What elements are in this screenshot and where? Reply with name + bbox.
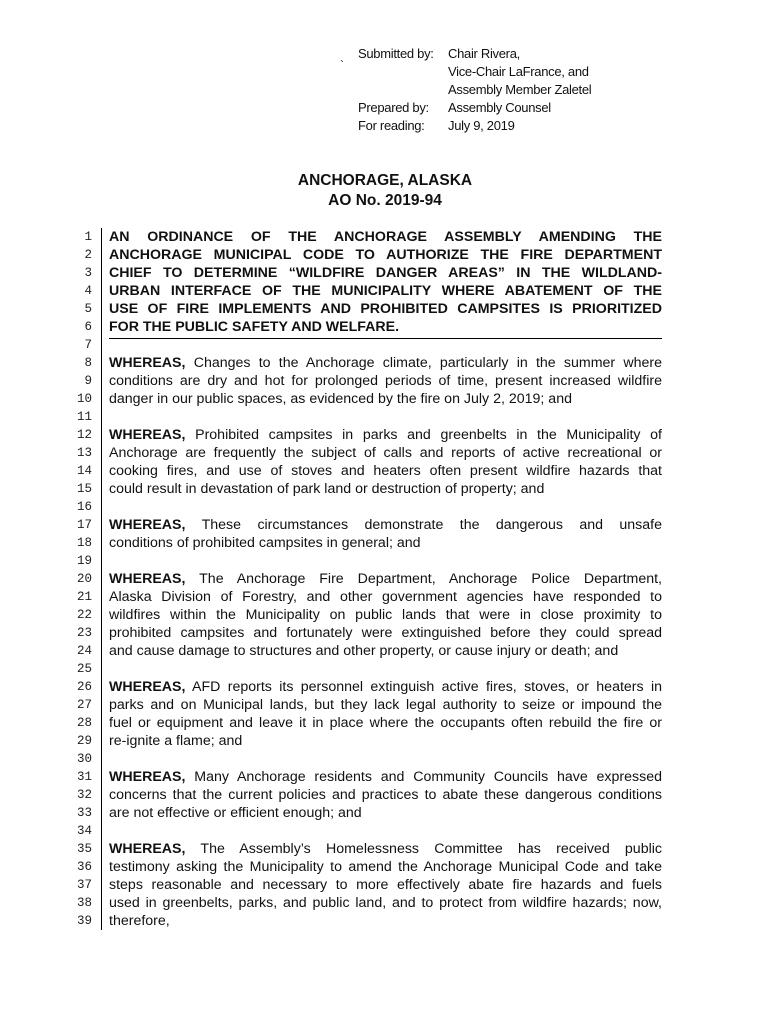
line-number: 25 xyxy=(76,662,92,676)
line-number: 4 xyxy=(84,284,92,298)
whereas-clause-line: WHEREAS, The Assembly’s Homelessness Committee has received public xyxy=(109,841,662,857)
whereas-clause-line: WHEREAS, Prohibited campsites in parks and greenbelts in the Municipality of xyxy=(109,427,662,443)
line-number: 10 xyxy=(76,392,92,406)
line-number: 29 xyxy=(76,734,92,748)
line-number: 31 xyxy=(76,770,92,784)
blank-line xyxy=(109,552,662,570)
whereas-clause-line: danger in our public spaces, as evidenced by the fire on July 2, 2019; and xyxy=(109,391,572,407)
line-number: 26 xyxy=(76,680,92,694)
whereas-label: WHEREAS, xyxy=(109,679,186,695)
whereas-label: WHEREAS, xyxy=(109,571,186,587)
whereas-label: WHEREAS, xyxy=(109,841,186,857)
line-number: 18 xyxy=(76,536,92,550)
line-number: 33 xyxy=(76,806,92,820)
whereas-clause-line: fuel or equipment and leave it in place where the occupants often rebuild the fire or xyxy=(109,715,662,731)
submission-block xyxy=(358,45,618,137)
line-number: 11 xyxy=(76,410,92,424)
whereas-label: WHEREAS, xyxy=(109,517,186,533)
whereas-label: WHEREAS, xyxy=(109,427,186,443)
for-reading-label: For reading: xyxy=(358,118,425,133)
line-number: 7 xyxy=(84,338,92,352)
line-number-divider xyxy=(101,228,102,930)
whereas-clause-line: parks and on Municipal lands, but they lack legal authority to seize or impound the xyxy=(109,697,662,713)
blank-line xyxy=(109,408,662,426)
whereas-clause-line: could result in devastation of park land or destruction of property; and xyxy=(109,481,545,497)
whereas-clause-line: wildfires within the Municipality on public lands that were in close proximity to xyxy=(109,607,662,623)
ordinance-title-line: AN ORDINANCE OF THE ANCHORAGE ASSEMBLY AMENDING THE xyxy=(109,229,662,245)
line-number: 8 xyxy=(84,356,92,370)
title-underline xyxy=(109,338,662,339)
blank-line xyxy=(109,498,662,516)
whereas-clause-line: prohibited campsites and fortunately were extinguished before they could spread xyxy=(109,625,662,641)
whereas-clause-line: testimony asking the Municipality to amend the Anchorage Municipal Code and take xyxy=(109,859,662,875)
ordinance-title-line: FOR THE PUBLIC SAFETY AND WELFARE. xyxy=(109,319,400,335)
line-number: 23 xyxy=(76,626,92,640)
whereas-clause-line: steps reasonable and necessary to more effectively abate fire hazards and fuels xyxy=(109,877,662,893)
ordinance-title-line: CHIEF TO DETERMINE “WILDFIRE DANGER AREAS” IN THE WILDLAND- xyxy=(109,265,662,281)
whereas-label: WHEREAS, xyxy=(109,355,186,371)
line-number: 32 xyxy=(76,788,92,802)
line-number: 1 xyxy=(84,230,92,244)
blank-line xyxy=(109,822,662,840)
whereas-clause-line: and cause damage to structures and other property, or cause injury or death; and xyxy=(109,643,619,659)
line-number: 15 xyxy=(76,482,92,496)
blank-line xyxy=(109,750,662,768)
line-number: 35 xyxy=(76,842,92,856)
line-number: 38 xyxy=(76,896,92,910)
line-number: 13 xyxy=(76,446,92,460)
whereas-clause-line: conditions are dry and hot for prolonged periods of time, present increased wildfire xyxy=(109,373,662,389)
line-number: 19 xyxy=(76,554,92,568)
whereas-clause-line: cooking fires, and use of stoves and heaters often present wildfire hazards that xyxy=(109,463,662,479)
whereas-label: WHEREAS, xyxy=(109,769,186,785)
line-number: 2 xyxy=(84,248,92,262)
for-reading-date: July 9, 2019 xyxy=(448,118,515,133)
line-number: 28 xyxy=(76,716,92,730)
line-number: 27 xyxy=(76,698,92,712)
line-number: 16 xyxy=(76,500,92,514)
line-number: 14 xyxy=(76,464,92,478)
line-number: 22 xyxy=(76,608,92,622)
stray-mark: ` xyxy=(340,58,344,72)
line-number: 21 xyxy=(76,590,92,604)
submitted-by-line-3: Assembly Member Zaletel xyxy=(448,82,592,97)
ordinance-title-line: ANCHORAGE MUNICIPAL CODE TO AUTHORIZE THE FIRE DEPARTMENT xyxy=(109,247,662,263)
whereas-clause-line: WHEREAS, These circumstances demonstrate the dangerous and unsafe xyxy=(109,517,662,533)
whereas-clause-line: therefore, xyxy=(109,913,170,929)
submitted-by-line-1: Chair Rivera, xyxy=(448,46,520,61)
line-number: 36 xyxy=(76,860,92,874)
prepared-by-label: Prepared by: xyxy=(358,100,429,115)
whereas-clause-line: concerns that the current policies and practices to abate these dangerous conditions xyxy=(109,787,662,803)
prepared-by-value: Assembly Counsel xyxy=(448,100,551,115)
submitted-by-line-2: Vice-Chair LaFrance, and xyxy=(448,64,589,79)
line-number: 6 xyxy=(84,320,92,334)
ordinance-title-line: URBAN INTERFACE OF THE MUNICIPALITY WHERE ABATEMENT OF THE xyxy=(109,283,662,299)
whereas-clause-line: WHEREAS, AFD reports its personnel extinguish active fires, stoves, or heaters in xyxy=(109,679,662,695)
line-number: 20 xyxy=(76,572,92,586)
whereas-clause-line: conditions of prohibited campsites in general; and xyxy=(109,535,421,551)
blank-line xyxy=(109,660,662,678)
ordinance-number: AO No. 2019-94 xyxy=(328,192,442,209)
whereas-clause-line: Anchorage are frequently the subject of calls and reports of active recreational or xyxy=(109,445,662,461)
whereas-clause-line: used in greenbelts, parks, and public land, and to protect from wildfire hazards; now, xyxy=(109,895,662,911)
whereas-clause-line: WHEREAS, The Anchorage Fire Department, Anchorage Police Department, xyxy=(109,571,662,587)
whereas-clause-line: WHEREAS, Many Anchorage residents and Community Councils have expressed xyxy=(109,769,662,785)
line-number: 12 xyxy=(76,428,92,442)
city-heading: ANCHORAGE, ALASKA xyxy=(297,172,473,189)
line-number: 3 xyxy=(84,266,92,280)
line-number: 30 xyxy=(76,752,92,766)
whereas-clause-line: re-ignite a flame; and xyxy=(109,733,243,749)
ordinance-title-line: USE OF FIRE IMPLEMENTS AND PROHIBITED CAMPSITES IS PRIORITIZED xyxy=(109,301,662,317)
line-number-gutter xyxy=(60,228,92,930)
line-number: 17 xyxy=(76,518,92,532)
line-number: 39 xyxy=(76,914,92,928)
line-number: 34 xyxy=(76,824,92,838)
line-number: 9 xyxy=(84,374,92,388)
line-number: 24 xyxy=(76,644,92,658)
submitted-by-label: Submitted by: xyxy=(358,46,434,61)
line-number: 37 xyxy=(76,878,92,892)
ordinance-body xyxy=(109,228,662,930)
whereas-clause-line: Alaska Division of Forestry, and other government agencies have responded to xyxy=(109,589,662,605)
whereas-clause-line: are not effective or efficient enough; and xyxy=(109,805,362,821)
whereas-clause-line: WHEREAS, Changes to the Anchorage climate, particularly in the summer where xyxy=(109,355,663,371)
line-number: 5 xyxy=(84,302,92,316)
